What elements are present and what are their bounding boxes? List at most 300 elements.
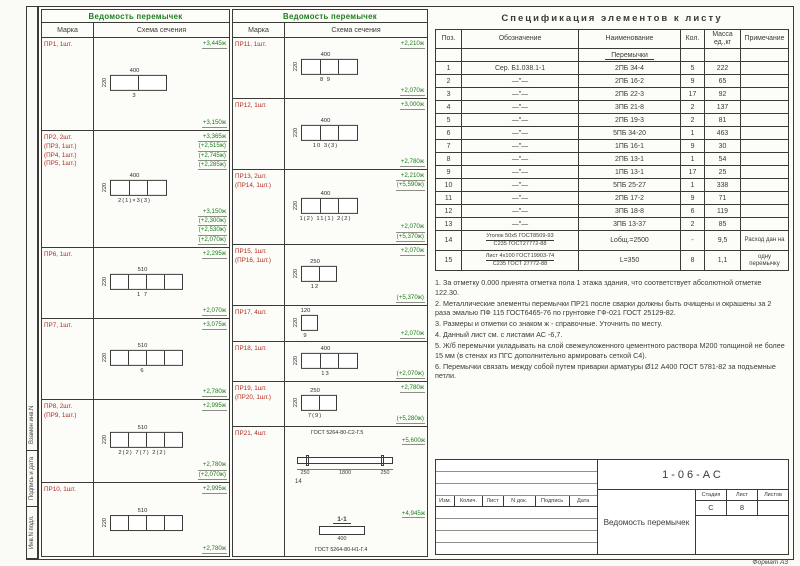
dimension-value: 250 xyxy=(380,470,390,476)
elevation-mark: (+5,370ж) xyxy=(396,233,425,242)
section-drawing xyxy=(293,52,358,83)
angle-section-drawing xyxy=(319,526,365,535)
stage-sheet-headers xyxy=(696,490,788,501)
section-segment xyxy=(111,433,129,447)
section-segment xyxy=(111,76,139,90)
spec-row xyxy=(436,88,789,101)
position-labels: 9 xyxy=(303,332,308,339)
elevation-mark: +2,070ж xyxy=(400,87,425,96)
stage-header: Стадия xyxy=(696,490,727,500)
lintel-mark-line: ПР17, 4шт. xyxy=(235,309,267,316)
section-segment xyxy=(321,353,340,367)
section-drawing xyxy=(293,345,358,376)
section-segment xyxy=(111,351,129,365)
sheet-header: Лист xyxy=(727,490,758,500)
section-segment xyxy=(302,396,320,410)
section-segment xyxy=(302,199,321,213)
position-labels: 3 xyxy=(132,92,137,99)
spec-note xyxy=(741,114,789,127)
schedule-row xyxy=(42,400,229,483)
spec-qty: 1 xyxy=(681,127,705,140)
spec-mass: 25 xyxy=(705,166,741,179)
lintel-mark-line: (ПР5, 1шт.) xyxy=(44,160,77,168)
elevation-mark: (+2,515ж) xyxy=(198,142,227,151)
lintel-cross-section xyxy=(110,274,183,290)
spec-mass: 463 xyxy=(705,127,741,140)
spec-note xyxy=(741,75,789,88)
section-drawing xyxy=(293,191,358,222)
elevation-mark: (+2,300ж) xyxy=(198,217,227,226)
elevation-marks-bottom xyxy=(400,330,425,339)
schedule-row xyxy=(233,99,427,170)
spec-note xyxy=(741,192,789,205)
elevation-mark: (+2,530ж) xyxy=(198,226,227,235)
width-dimension: 400 xyxy=(320,345,331,352)
lintel-cross-section xyxy=(110,515,183,531)
section-segment xyxy=(129,433,147,447)
section-scheme xyxy=(285,170,427,244)
spec-table xyxy=(435,29,789,271)
section-segment xyxy=(321,126,340,140)
lintel-cross-section xyxy=(301,198,358,214)
lintel-mark xyxy=(233,342,285,381)
width-dimension: 400 xyxy=(320,190,331,197)
height-dimension: 220 xyxy=(102,353,108,363)
spec-row xyxy=(436,205,789,218)
spec-designation: —″— xyxy=(462,88,579,101)
weld-callout-bottom: ГОСТ 5264-80-Н1-Г.4 xyxy=(315,547,368,553)
elevation-mark: (+2,070ж) xyxy=(396,370,425,379)
spec-designation: —″— xyxy=(462,166,579,179)
lintel-mark xyxy=(42,248,94,318)
spec-mass: 54 xyxy=(705,153,741,166)
width-dimension: 400 xyxy=(129,172,140,179)
lintel-mark xyxy=(233,38,285,98)
beam-end-plate xyxy=(381,455,384,466)
lintel-schedule-1 xyxy=(41,9,230,557)
position-labels: 2(2) 7(7) 2(2) xyxy=(118,449,167,456)
spec-designation: —″— xyxy=(462,140,579,153)
width-dimension: 400 xyxy=(129,67,140,74)
lintel-mark-line: ПР18, 1шт. xyxy=(235,345,267,352)
spec-row xyxy=(436,101,789,114)
spec-designation xyxy=(462,231,579,251)
elevation-mark: +3,445ж xyxy=(202,40,227,49)
section-segment xyxy=(320,396,337,410)
section-drawing xyxy=(102,425,183,456)
elevation-marks-bottom xyxy=(396,370,425,379)
section-segment xyxy=(320,267,337,281)
position-labels: 13 xyxy=(321,370,330,377)
tb-change-row xyxy=(436,496,597,507)
lintel-cross-section xyxy=(301,266,337,282)
section-drawing xyxy=(293,388,337,419)
height-dimension: 220 xyxy=(102,78,108,88)
elevation-marks-top xyxy=(198,133,227,170)
spec-mass: 71 xyxy=(705,192,741,205)
height-dimension: 220 xyxy=(293,398,299,408)
width-dimension: 250 xyxy=(310,387,320,394)
section-segment xyxy=(129,351,147,365)
section-scheme xyxy=(285,245,427,305)
elevation-marks-top xyxy=(400,40,425,49)
column-header-scheme: Схема сечения xyxy=(136,27,187,34)
spec-pos: 14 xyxy=(436,231,462,251)
section-segment xyxy=(165,351,182,365)
elevation-mark: +2,995ж xyxy=(202,402,227,411)
dimension-value: 1800 xyxy=(339,470,351,476)
spec-pos: 1 xyxy=(436,62,462,75)
spec-name: 2ПБ 16-2 xyxy=(579,75,681,88)
spec-pos: 6 xyxy=(436,127,462,140)
column-header-mark: Марка xyxy=(233,23,285,37)
section-drawing xyxy=(293,118,358,149)
section-segment xyxy=(165,433,182,447)
elevation-mark: +2,780ж xyxy=(400,384,425,393)
spec-pos xyxy=(436,49,462,62)
spec-mass: 92 xyxy=(705,88,741,101)
height-dimension: 220 xyxy=(293,355,299,365)
spec-designation xyxy=(462,49,579,62)
spec-qty: 5 xyxy=(681,62,705,75)
elevation-mark: +3,075ж xyxy=(202,321,227,330)
spec-name: 5ПБ 25-27 xyxy=(579,179,681,192)
section-scheme xyxy=(285,382,427,426)
spec-mass: 9,5 xyxy=(705,231,741,251)
lintel-mark-line: ПР8, 2шт. xyxy=(44,403,73,410)
spec-mass: 85 xyxy=(705,218,741,231)
spec-row xyxy=(436,231,789,251)
elevation-mark: (+5,590ж) xyxy=(396,181,425,190)
position-labels: 7(9) xyxy=(307,412,323,419)
section-segment xyxy=(339,353,357,367)
frame-stamp-label: Инв.N подл. xyxy=(27,507,37,559)
spec-name: 3ПБ 21-8 xyxy=(579,101,681,114)
height-dimension: 220 xyxy=(102,435,108,445)
spec-designation: —″— xyxy=(462,218,579,231)
sheets-header: Листов xyxy=(764,492,782,498)
lintel-schedule-2 xyxy=(232,9,428,557)
spec-pos: 15 xyxy=(436,251,462,271)
position-labels: 1(2) 11(1) 2(2) xyxy=(299,215,352,222)
spec-name: 2ПБ 17-2 xyxy=(579,192,681,205)
lintel-cross-section xyxy=(301,395,337,411)
width-dimension: 400 xyxy=(320,117,331,124)
spec-qty xyxy=(681,49,705,62)
title-block-lower xyxy=(598,490,788,554)
width-dimension: 510 xyxy=(137,507,148,514)
spec-name: 2ПБ 22-3 xyxy=(579,88,681,101)
change-col-label: Дата xyxy=(576,498,590,504)
spec-pos: 2 xyxy=(436,75,462,88)
section-scheme xyxy=(94,319,229,399)
section-segment xyxy=(302,60,321,74)
dimension-value: 250 xyxy=(300,470,310,476)
lintel-cross-section xyxy=(110,75,167,91)
column-header-mark: Марка xyxy=(42,23,94,37)
section-drawing xyxy=(102,343,183,374)
spec-pos: 8 xyxy=(436,153,462,166)
spec-designation: —″— xyxy=(462,205,579,218)
change-col-label: N док. xyxy=(504,496,536,506)
elevation-mark: (+2,070ж) xyxy=(198,471,227,480)
spec-qty: 17 xyxy=(681,88,705,101)
spec-table-body xyxy=(436,49,789,271)
section-segment xyxy=(302,315,317,329)
change-col-label: Лист xyxy=(483,496,504,506)
lintel-cross-section xyxy=(301,314,318,330)
leader-label: 14 xyxy=(295,479,302,485)
lintel-mark-line: ПР15, 1шт. xyxy=(235,248,267,255)
spec-mass: 1,1 xyxy=(705,251,741,271)
lintel-mark xyxy=(233,427,285,556)
spec-name: 2ПБ 34-4 xyxy=(579,62,681,75)
lintel-mark xyxy=(42,131,94,247)
spec-pos: 5 xyxy=(436,114,462,127)
note: 2. Металлические элементы перемычки ПР21 после сварки должны быть очищены и окрашены за 2 раза эмалью ПФ 115 ГОСТ6465-76 по грунтовке ГФ-021 ГОСТ 25129-82. xyxy=(435,298,772,317)
empty-signature-row xyxy=(436,519,597,531)
spec-note xyxy=(741,127,789,140)
spec-mass: 81 xyxy=(705,114,741,127)
elevation-mark: +2,780ж xyxy=(400,158,425,167)
section-drawing xyxy=(102,267,183,298)
section-segment xyxy=(339,60,357,74)
section-segment xyxy=(302,353,321,367)
designation-fraction: Лист 4х100 ГОСТ19903-74 С235 ГОСТ 27772-88 xyxy=(485,253,555,267)
elevation-marks-top xyxy=(400,101,425,110)
lintel-mark-line: (ПР3, 1шт.) xyxy=(44,142,77,150)
position-labels: 12 xyxy=(310,283,320,290)
lintel-mark xyxy=(42,483,94,556)
lintel-mark xyxy=(233,306,285,341)
spec-designation: —″— xyxy=(462,101,579,114)
spec-designation xyxy=(462,251,579,271)
spec-row xyxy=(436,192,789,205)
section-segment xyxy=(148,181,166,195)
schedule-row xyxy=(233,306,427,342)
position-labels: 6 xyxy=(140,367,145,374)
elevation-mark: (+5,370ж) xyxy=(396,294,425,303)
lintel-mark-line: ПР7, 1шт. xyxy=(44,322,73,329)
empty-revision-row xyxy=(436,484,597,496)
spec-note xyxy=(741,49,789,62)
lintel-mark-line: (ПР4, 1шт.) xyxy=(44,151,77,159)
schedule-title: Ведомость перемычек xyxy=(42,10,229,23)
spec-note xyxy=(741,140,789,153)
schedule-header-row xyxy=(42,23,229,38)
elevation-marks-bottom xyxy=(202,119,227,128)
elevation-mark-top: +5,600ж xyxy=(401,437,425,444)
title-block-revision-area xyxy=(436,460,598,554)
lintel-mark xyxy=(233,382,285,426)
width-dimension: 510 xyxy=(137,266,148,273)
elevation-mark: +2,780ж xyxy=(198,461,227,470)
section-segment xyxy=(129,516,147,530)
lintel-mark-line: ПР19, 1шт. xyxy=(235,385,267,392)
spec-name: 3ПБ 18-8 xyxy=(579,205,681,218)
height-dimension: 220 xyxy=(293,317,299,327)
spec-mass: 30 xyxy=(705,140,741,153)
schedule-header-row xyxy=(233,23,427,38)
lintel-mark-line: (ПР9, 1шт.) xyxy=(44,411,77,419)
spec-note xyxy=(741,153,789,166)
drawing-frame xyxy=(38,6,794,560)
spec-mass: 119 xyxy=(705,205,741,218)
height-dimension: 220 xyxy=(293,269,299,279)
schedule-row xyxy=(42,319,229,400)
lintel-mark xyxy=(233,99,285,169)
beam-end-plate xyxy=(306,455,309,466)
lintel-mark-line: (ПР14, 1шт.) xyxy=(235,181,271,189)
spec-header-name: Наименование xyxy=(579,30,681,49)
lintel-cross-section xyxy=(301,59,358,75)
elevation-marks-top xyxy=(202,485,227,494)
title-block xyxy=(435,459,789,555)
spec-row xyxy=(436,218,789,231)
height-dimension: 220 xyxy=(102,277,108,287)
section-segment xyxy=(147,516,165,530)
elevation-marks-top xyxy=(202,402,227,411)
spec-header-pos: Поз. xyxy=(436,30,462,49)
elevation-marks-bottom xyxy=(396,415,425,424)
spec-mass: 222 xyxy=(705,62,741,75)
spec-title: Спецификация элементов к листу xyxy=(501,13,723,24)
lintel-mark xyxy=(233,170,285,244)
spec-row xyxy=(436,75,789,88)
spec-header-row xyxy=(436,30,789,49)
empty-revision-row xyxy=(436,460,597,472)
spec-name: 2ПБ 13-1 xyxy=(579,153,681,166)
spec-name: 3ПБ 13-37 xyxy=(579,218,681,231)
section-segment xyxy=(302,126,321,140)
elevation-marks-top xyxy=(202,250,227,259)
lintel-mark-line: ПР2, 2шт. xyxy=(44,134,73,141)
lintel-mark-line: (ПР16, 1шт.) xyxy=(235,256,271,264)
elevation-mark-section: +4,945ж xyxy=(401,510,425,517)
elevation-marks-bottom xyxy=(202,307,227,316)
spec-qty: 1 xyxy=(681,179,705,192)
spec-note xyxy=(741,62,789,75)
spec-note xyxy=(741,88,789,101)
section-scheme xyxy=(285,427,427,556)
elevation-mark: (+2,745ж) xyxy=(198,152,227,161)
change-col-label: Колич. xyxy=(455,496,482,506)
spec-row xyxy=(436,127,789,140)
spec-qty: 9 xyxy=(681,75,705,88)
note: 6. Перемычки связать между собой путем приварки арматуры Ø12 А400 ГОСТ 5781-82 за подъемные петли. xyxy=(435,361,776,380)
change-col-label: Изм. xyxy=(436,496,455,506)
empty-signature-row xyxy=(436,531,597,543)
spec-row xyxy=(436,140,789,153)
spec-qty: 1 xyxy=(681,153,705,166)
width-dimension: 250 xyxy=(310,258,320,265)
spec-group xyxy=(579,49,681,62)
spec-pos: 13 xyxy=(436,218,462,231)
lintel-mark-line: ПР12, 1шт. xyxy=(235,102,267,109)
section-segment xyxy=(111,181,130,195)
spec-qty: 9 xyxy=(681,192,705,205)
spec-pos: 12 xyxy=(436,205,462,218)
section-segment xyxy=(129,275,147,289)
section-drawing xyxy=(102,68,167,99)
spec-qty: 17 xyxy=(681,166,705,179)
section-scheme xyxy=(94,400,229,482)
section-scheme xyxy=(94,483,229,556)
elevation-marks-bottom xyxy=(396,223,425,242)
section-scheme xyxy=(94,248,229,318)
sheets-total xyxy=(758,501,788,515)
spec-name: Lобщ.=2500 xyxy=(579,231,681,251)
empty-signature-row xyxy=(436,543,597,554)
lintel-mark xyxy=(42,319,94,399)
note: 3. Размеры и отметки со знаком ж - справочные. Уточнить по месту. xyxy=(435,319,663,328)
width-dimension: 510 xyxy=(137,342,148,349)
spec-qty: 8 xyxy=(681,251,705,271)
section-label: 1-1 xyxy=(333,516,350,524)
section-segment xyxy=(339,126,357,140)
section-scheme xyxy=(285,342,427,381)
elevation-mark: +2,070ж xyxy=(202,307,227,316)
notes xyxy=(435,278,789,459)
spec-note xyxy=(741,205,789,218)
elevation-mark: +3,365ж xyxy=(198,133,227,142)
spec-pos: 9 xyxy=(436,166,462,179)
schedule-title: Ведомость перемычек xyxy=(233,10,427,23)
elevation-mark: +2,780ж xyxy=(202,388,227,397)
elevation-mark: (+5,280ж) xyxy=(396,415,425,424)
spec-row xyxy=(436,62,789,75)
spec-header-note: Примечание xyxy=(741,30,789,49)
elevation-mark: +2,070ж xyxy=(400,247,425,256)
section-segment xyxy=(130,181,149,195)
spec-designation: —″— xyxy=(462,153,579,166)
spec-row xyxy=(436,251,789,271)
spec-header-mass: Масса ед.,кг xyxy=(705,30,741,49)
schedule-row xyxy=(233,245,427,306)
elevation-mark: +3,150ж xyxy=(202,119,227,128)
section-segment xyxy=(165,275,182,289)
spec-mass xyxy=(705,49,741,62)
column-header-scheme: Схема сечения xyxy=(331,27,381,34)
elevation-marks-bottom xyxy=(202,388,227,397)
stamp-empty-cell xyxy=(696,516,788,554)
section-segment xyxy=(111,516,129,530)
elevation-marks-bottom xyxy=(400,87,425,96)
width-dimension: 510 xyxy=(137,424,148,431)
elevation-mark: +3,000ж xyxy=(400,101,425,110)
spec-name: 1ПБ 13-1 xyxy=(579,166,681,179)
spec-name: 2ПБ 19-3 xyxy=(579,114,681,127)
lintel-mark-line: ПР13, 2шт. xyxy=(235,173,267,180)
stage-sheet-values xyxy=(696,501,788,516)
lintel-cross-section xyxy=(301,125,358,141)
elevation-marks-bottom xyxy=(198,208,227,245)
stage-sheet-grid xyxy=(696,490,788,554)
elevation-mark: +2,210ж xyxy=(396,172,425,181)
width-dimension: 400 xyxy=(337,536,347,542)
spec-row xyxy=(436,166,789,179)
position-labels: 2(1)×3(3) xyxy=(117,197,151,204)
height-dimension: 220 xyxy=(102,517,108,528)
section-segment xyxy=(147,433,165,447)
elevation-mark: (+2,285ж) xyxy=(198,161,227,170)
spec-qty: 9 xyxy=(681,140,705,153)
frame-side-strip xyxy=(26,6,38,560)
spec-name: 1ПБ 16-1 xyxy=(579,140,681,153)
sheet-number: 8 xyxy=(727,501,758,515)
schedule-row xyxy=(233,382,427,427)
section-scheme xyxy=(285,99,427,169)
